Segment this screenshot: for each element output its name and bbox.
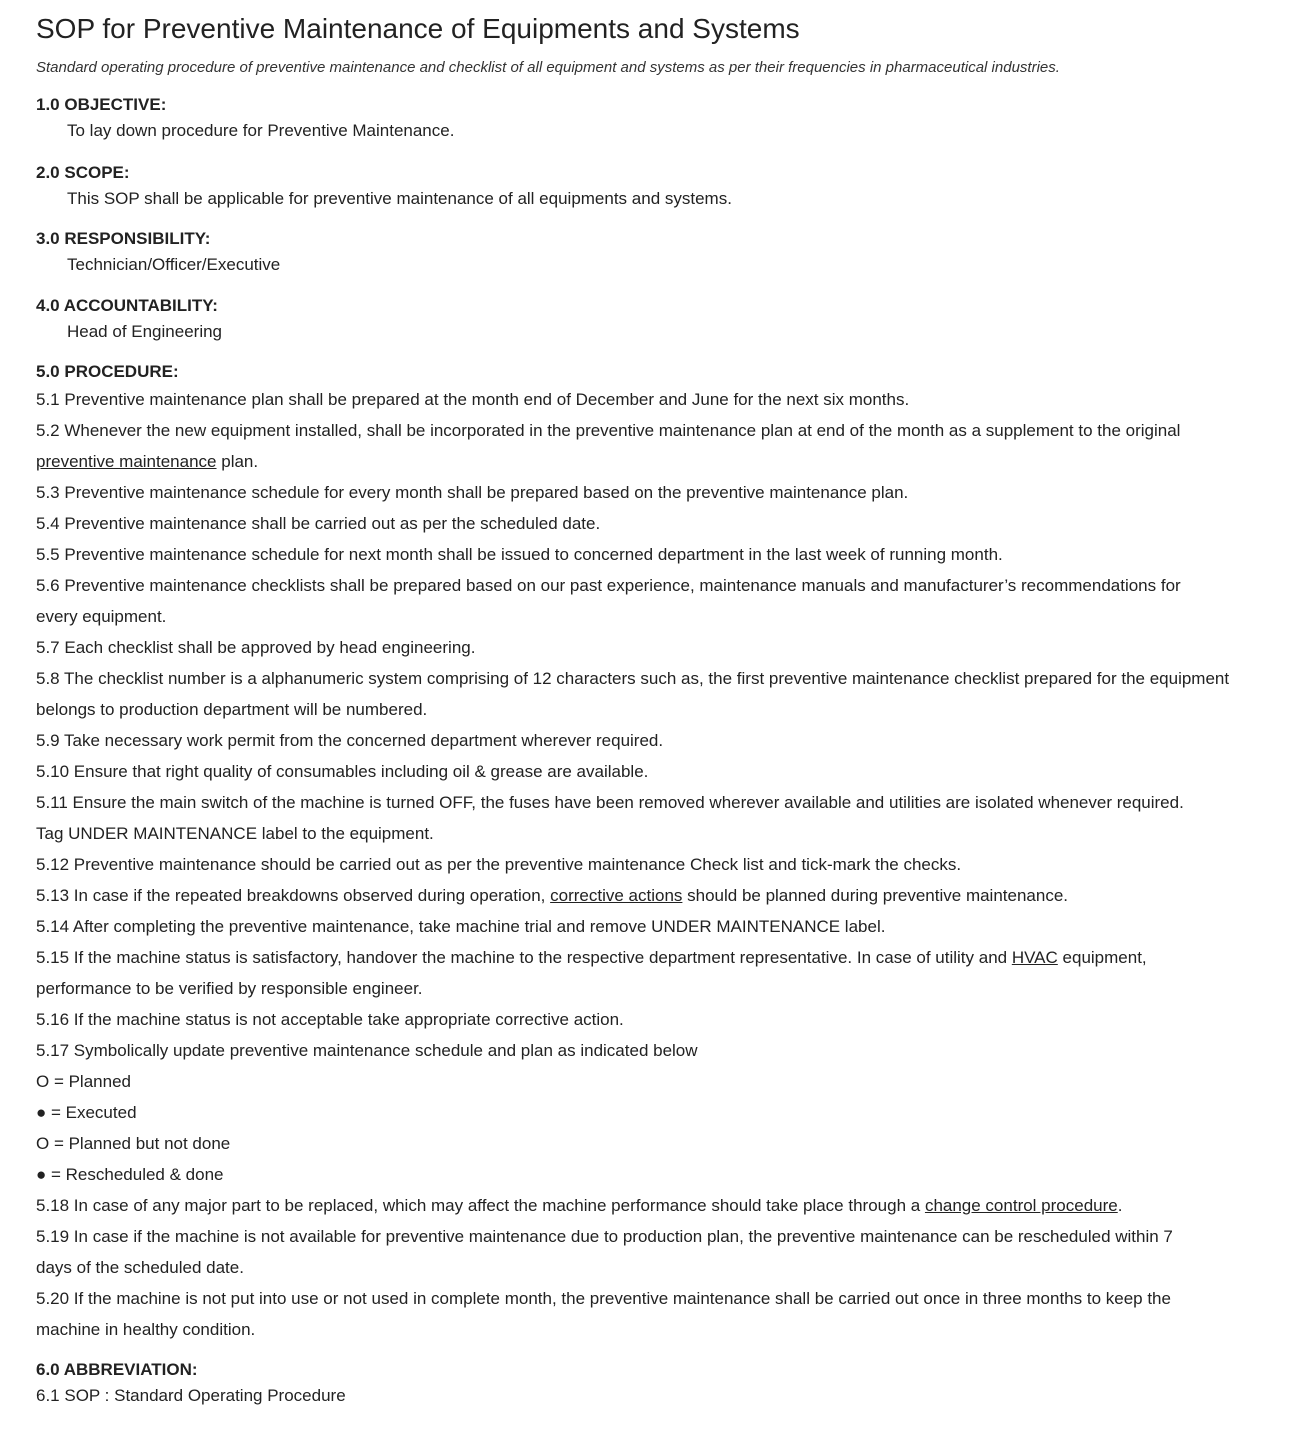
legend-planned-not-done: O = Planned but not done: [36, 1134, 231, 1153]
scope-text: This SOP shall be applicable for preventive maintenance of all equipments and systems.: [67, 189, 732, 208]
procedure-step: 5.18 In case of any major part to be replaced, which may affect the machine performance should take place through a change control procedure.: [36, 1196, 1123, 1215]
procedure-step-cont: preventive maintenance plan.: [36, 452, 259, 471]
responsibility-heading: 3.0 RESPONSIBILITY:: [36, 229, 211, 248]
accountability-heading: 4.0 ACCOUNTABILITY:: [36, 296, 218, 315]
procedure-step: 5.5 Preventive maintenance schedule for next month shall be issued to concerned department in the last week of running month.: [36, 545, 1003, 564]
procedure-step: 5.16 If the machine status is not acceptable take appropriate corrective action.: [36, 1010, 624, 1029]
procedure-step-cont: Tag UNDER MAINTENANCE label to the equipment.: [36, 824, 434, 843]
procedure-step: 5.4 Preventive maintenance shall be carried out as per the scheduled date.: [36, 514, 601, 533]
procedure-step: 5.8 The checklist number is a alphanumeric system comprising of 12 characters such as, the first preventive maintenance checklist prepared for the equipment belongs to production department will be numbered.: [36, 669, 1230, 719]
corrective-actions-link[interactable]: corrective actions: [550, 886, 683, 905]
procedure-step: 5.9 Take necessary work permit from the concerned department wherever required.: [36, 731, 664, 750]
procedure-step: 5.3 Preventive maintenance schedule for every month shall be prepared based on the preventive maintenance plan.: [36, 483, 909, 502]
objective-text: To lay down procedure for Preventive Maintenance.: [67, 121, 455, 140]
responsibility-section: [36, 226, 1253, 278]
legend-planned: O = Planned: [36, 1072, 131, 1091]
procedure-step: 5.10 Ensure that right quality of consumables including oil & grease are available.: [36, 762, 649, 781]
procedure-step: 5.19 In case if the machine is not available for preventive maintenance due to production plan, the preventive maintenance can be rescheduled within 7: [36, 1227, 1173, 1246]
procedure-step: 5.13 In case if the repeated breakdowns observed during operation, corrective actions should be planned during preventive maintenance.: [36, 886, 1069, 905]
procedure-heading: 5.0 PROCEDURE:: [36, 362, 179, 381]
abbreviation-item: 6.1 SOP : Standard Operating Procedure: [36, 1386, 346, 1405]
accountability-section: [36, 293, 1253, 345]
page-title: SOP for Preventive Maintenance of Equipments and Systems: [36, 13, 800, 44]
page-subtitle: Standard operating procedure of preventive maintenance and checklist of all equipment and systems as per their frequencies in pharmaceutical industries.: [36, 59, 1060, 76]
legend-rescheduled-done: ● = Rescheduled & done: [36, 1165, 224, 1184]
procedure-step-cont: machine in healthy condition.: [36, 1320, 256, 1339]
objective-heading: 1.0 OBJECTIVE:: [36, 95, 167, 114]
accountability-text: Head of Engineering: [67, 322, 223, 341]
scope-heading: 2.0 SCOPE:: [36, 163, 130, 182]
procedure-step: 5.1 Preventive maintenance plan shall be prepared at the month end of December and June for the next six months.: [36, 390, 910, 409]
procedure-step: 5.12 Preventive maintenance should be carried out as per the preventive maintenance Check list and tick-mark the checks.: [36, 855, 962, 874]
abbreviation-section: [36, 1357, 1253, 1409]
sop-document: [36, 0, 1253, 1409]
scope-section: [36, 160, 1253, 212]
procedure-step: 5.15 If the machine status is satisfactory, handover the machine to the respective department representative. In case of utility and HVAC equipment, performance to be verified by responsible engineer.: [36, 948, 1147, 998]
procedure-section: [36, 359, 1253, 1345]
hvac-link[interactable]: HVAC: [1011, 948, 1058, 967]
procedure-step: 5.11 Ensure the main switch of the machine is turned OFF, the fuses have been removed wherever available and utilities are isolated whenever required.: [36, 793, 1184, 812]
procedure-step: 5.17 Symbolically update preventive maintenance schedule and plan as indicated below: [36, 1041, 698, 1060]
objective-section: [36, 92, 1253, 144]
abbreviation-heading: 6.0 ABBREVIATION:: [36, 1360, 198, 1379]
change-control-procedure-link[interactable]: change control procedure: [924, 1196, 1118, 1215]
procedure-step-cont: days of the scheduled date.: [36, 1258, 244, 1277]
legend-executed: ● = Executed: [36, 1103, 137, 1122]
procedure-step: 5.2 Whenever the new equipment installed, shall be incorporated in the preventive maintenance plan at end of the month as a supplement to the original: [36, 421, 1181, 440]
preventive-maintenance-link[interactable]: preventive maintenance: [36, 452, 217, 471]
procedure-step: 5.7 Each checklist shall be approved by head engineering.: [36, 638, 476, 657]
procedure-step: 5.6 Preventive maintenance checklists shall be prepared based on our past experience, maintenance manuals and manufacturer’s recommendations for: [36, 576, 1181, 595]
procedure-step: 5.20 If the machine is not put into use or not used in complete month, the preventive maintenance shall be carried out once in three months to keep the: [36, 1289, 1171, 1308]
responsibility-text: Technician/Officer/Executive: [67, 255, 281, 274]
procedure-step-cont: every equipment.: [36, 607, 167, 626]
procedure-step: 5.14 After completing the preventive maintenance, take machine trial and remove UNDER MAINTENANCE label.: [36, 917, 886, 936]
